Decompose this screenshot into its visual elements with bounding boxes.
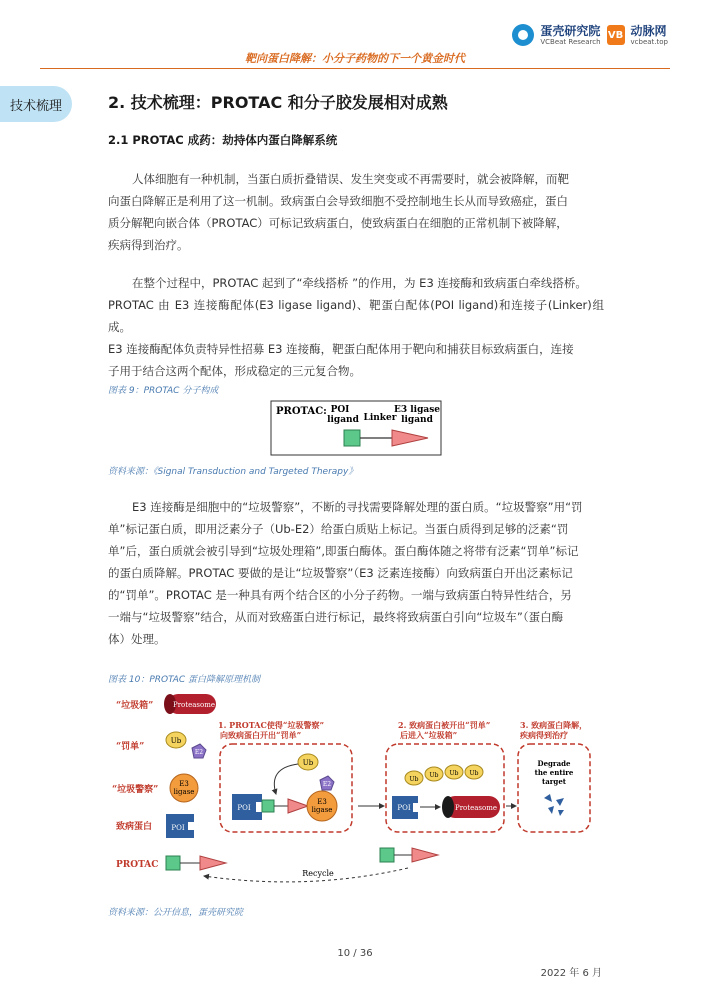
svg-text:Ub: Ub [429, 772, 439, 779]
step-2-title-line1: 2. 致病蛋白被开出“罚单” [398, 720, 491, 730]
svg-text:E3: E3 [317, 798, 327, 806]
recycle-label: Recycle [302, 869, 334, 878]
vcbeat-badge-icon: VB [607, 25, 625, 45]
degraded-fragments-icon [544, 794, 564, 816]
page-number: 10 / 36 [337, 948, 373, 959]
svg-text:E3: E3 [179, 780, 189, 788]
figure-10-diagram [108, 686, 604, 890]
legend-ticket: “罚单” [116, 742, 145, 752]
label-e3-1: E3 ligase [393, 405, 441, 415]
step-1-title-line1: 1. PROTAC使得“垃圾警察” [218, 720, 325, 730]
legend-pathogenic-protein: 致病蛋白 [116, 822, 153, 832]
svg-text:target: target [541, 777, 567, 786]
figure-10-caption: 图表 10：PROTAC 蛋白降解原理机制 [108, 675, 261, 685]
paragraph-1: 人体细胞有一种机制，当蛋白质折叠错误、发生突变或不再需要时，就会被降解，而靶 向蛋白降解正是利用了这一机制。致病蛋白会导致细胞不受控制地生长从而导致癌症，蛋白 质分解靶向嵌合体（PROTAC）可标记致病蛋白，使致病蛋白在细胞的正常机制下被降解， 疾病得到治疗。 [108, 172, 569, 252]
report-date: 2022 年 6 月 [540, 968, 602, 979]
header-logos [512, 24, 668, 46]
svg-text:Proteasome: Proteasome [455, 804, 497, 812]
svg-text:ligase: ligase [311, 806, 333, 814]
svg-text:E2: E2 [194, 749, 204, 756]
step-2-title-line2: 后进入“垃圾箱” [400, 730, 458, 740]
figure-9-diagram [270, 400, 442, 456]
svg-text:E2: E2 [322, 781, 332, 788]
subsection-title: 2.1 PROTAC 成药：劫持体内蛋白降解系统 [108, 133, 338, 147]
label-linker: Linker [363, 413, 397, 423]
svg-text:POI: POI [237, 804, 251, 812]
svg-text:Ub: Ub [469, 770, 479, 777]
vcbeat-research-logo-text: 蛋壳研究院 VCBeat Research [540, 23, 601, 46]
section-title: 2. 技术梳理：PROTAC 和分子胶发展相对成熟 [108, 93, 448, 112]
section-side-tab: 技术梳理 [0, 86, 72, 122]
step-3-box [518, 744, 590, 832]
poi-ligand-square-icon [344, 430, 360, 446]
figure-9-source: 资料来源：《Signal Transduction and Targeted Therapy》 [108, 467, 358, 477]
svg-text:Ub: Ub [170, 737, 182, 745]
label-protac: PROTAC: [276, 406, 327, 417]
svg-text:ligase: ligase [173, 788, 195, 796]
svg-text:Degrade: Degrade [537, 759, 571, 768]
legend-police: “垃圾警察” [112, 785, 159, 795]
recycled-protac-triangle-icon [412, 848, 438, 862]
report-title: 靶向蛋白降解：小分子药物的下一个黄金时代 [245, 52, 465, 65]
svg-text:Ub: Ub [302, 759, 314, 767]
step-1-title-line2: 向致病蛋白开出“罚单” [220, 730, 302, 740]
svg-text:Ub: Ub [449, 770, 459, 777]
header-divider [40, 68, 670, 69]
paragraph-3: E3 连接酶是细胞中的“垃圾警察”，不断的寻找需要降解处理的蛋白质。“垃圾警察”用“罚 单”标记蛋白质，即用泛素分子（Ub-E2）给蛋白质贴上标记。当蛋白质得到足够的泛素“罚 单”后，蛋白质就会被引导到“垃圾处理箱”,即蛋白酶体。蛋白酶体随之将带有泛素“罚单”标记 的蛋白质降解。PROTAC 要做的是让“垃圾警察”（E3 泛素连接酶）向致病蛋白开出泛素标记 的“罚单”。PROTAC 是一种具有两个结合区的小分子药物。一端与致病蛋白特异性结合，另 一端与“垃圾警察”结合，从而对致癌蛋白进行标记，最终将致病蛋白引向“垃圾车”（蛋白酶 体）处理。 [108, 500, 583, 646]
step-3-title-line1: 3. 致病蛋白降解， [520, 720, 588, 730]
protac-legend-square-icon [166, 856, 180, 870]
figure-9-caption: 图表 9：PROTAC 分子构成 [108, 386, 219, 396]
label-poi-1: POI [330, 405, 350, 415]
step-3-title-line2: 疾病得到治疗 [520, 730, 568, 740]
svg-text:Proteasome: Proteasome [173, 701, 215, 709]
legend-trash-bin: “垃圾箱” [116, 701, 154, 711]
vcbeat-research-logo-icon [512, 24, 534, 46]
svg-text:Ub: Ub [409, 776, 419, 783]
recycled-protac-square-icon [380, 848, 394, 862]
paragraph-2: 在整个过程中，PROTAC 起到了“牵线搭桥 ”的作用，为 E3 连接酶和致病蛋白牵线搭桥。 PROTAC 由 E3 连接酶配体(E3 ligase ligand)、靶蛋白配体(POI ligand)和连接子(Linker)组成。 E3 连接酶配体负责特异性招募 E3 连接酶，靶蛋白配体用于靶向和捕获目标致病蛋白，连接 子用于结合这两个配体，形成稳定的三元复合物。 [108, 276, 604, 378]
vcbeat-logo-text: 动脉网 vcbeat.top [630, 23, 668, 46]
protac-legend-triangle-icon [200, 856, 226, 870]
label-poi-2: ligand [327, 415, 359, 425]
figure-10-source: 资料来源：公开信息，蛋壳研究院 [108, 908, 244, 918]
label-e3-2: ligand [401, 415, 433, 425]
svg-text:POI: POI [171, 824, 185, 832]
svg-text:the entire: the entire [534, 768, 574, 777]
legend-protac: PROTAC [116, 860, 159, 870]
svg-text:POI: POI [397, 804, 411, 812]
